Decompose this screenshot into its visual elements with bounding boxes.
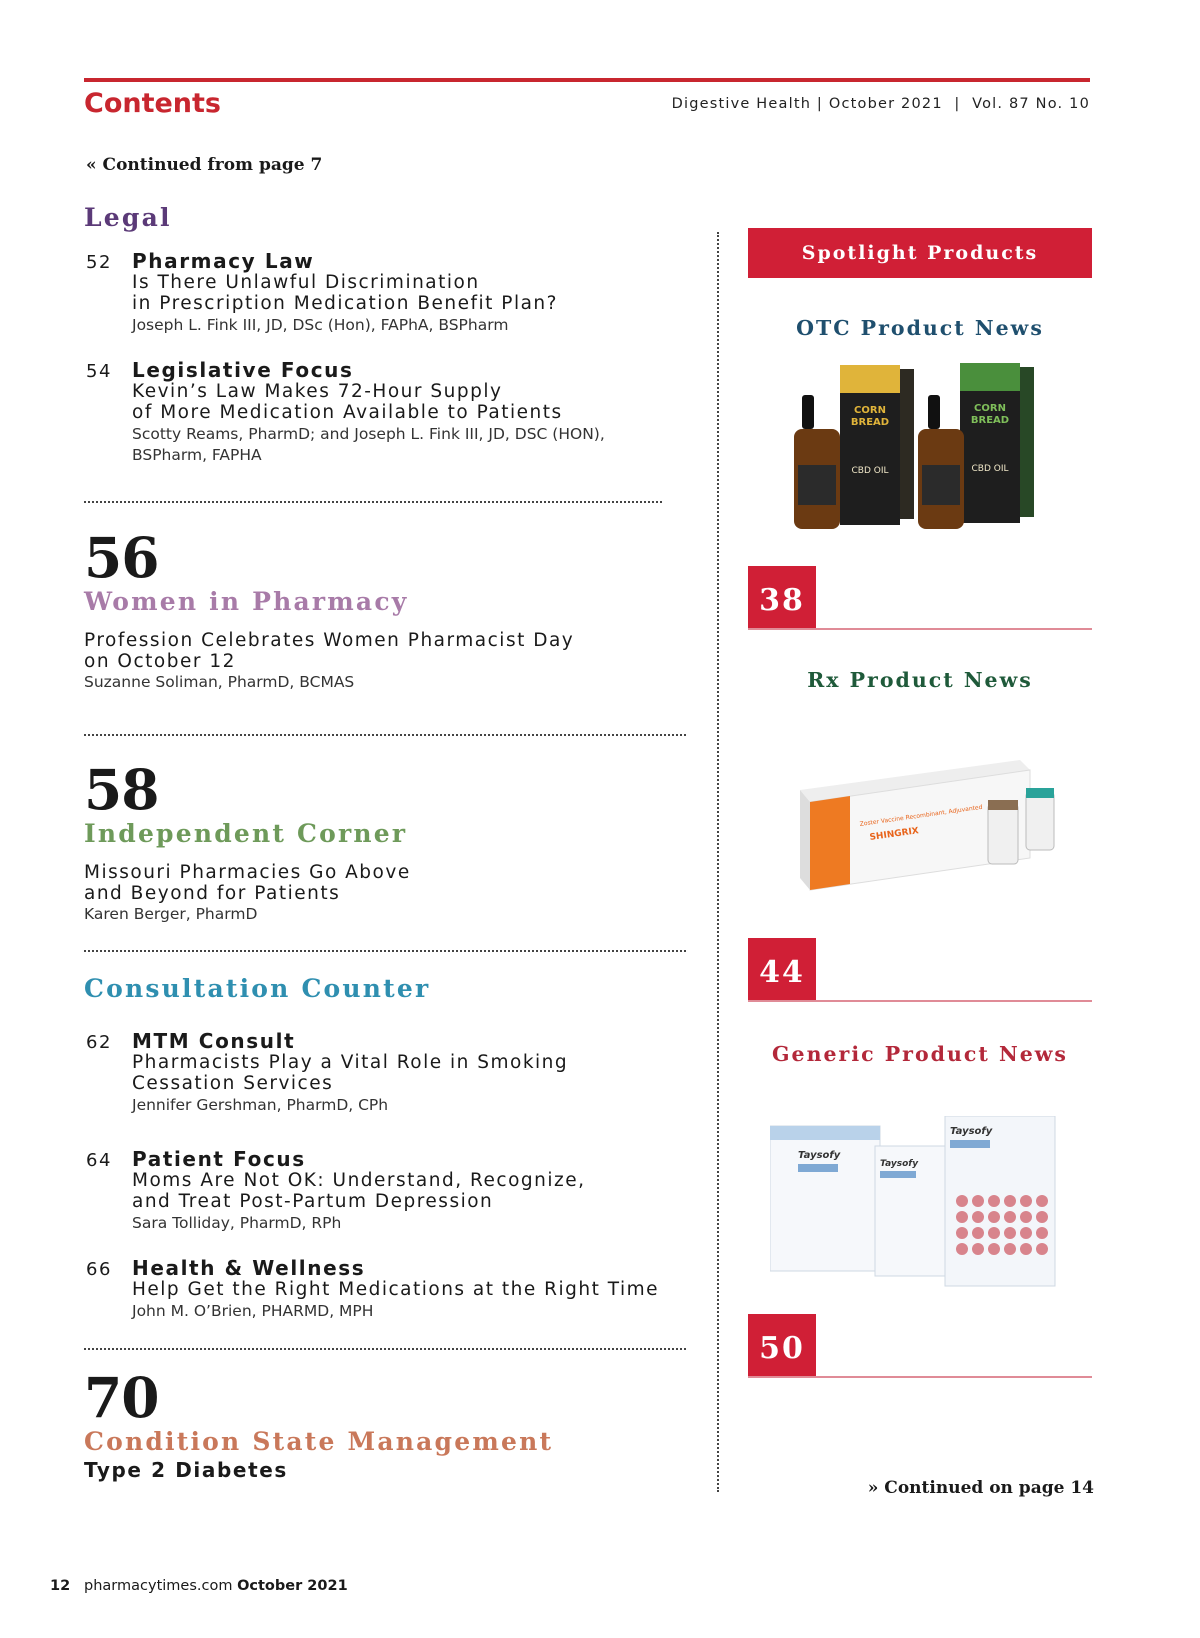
otc-box-brand: BREAD <box>850 417 890 428</box>
otc-box-brand: CORN <box>854 405 886 416</box>
entry-title-line: Help Get the Right Medications at the Right Time <box>132 1279 660 1300</box>
footer-page-number: 12 <box>50 1578 71 1594</box>
entry-page-number: 64 <box>86 1150 112 1171</box>
issue-info: Digestive Health | October 2021 | Vol. 87 No. 10 <box>671 96 1090 112</box>
feature-page-number: 58 <box>84 757 159 822</box>
entry-department: Pharmacy Law <box>132 249 315 273</box>
generic-box-brand: Taysofy <box>880 1159 919 1169</box>
dotted-divider <box>84 734 686 736</box>
feature-heading: Women in Pharmacy <box>84 587 409 616</box>
feature-condition-state-management[interactable] <box>84 1365 684 1482</box>
otc-page-badge[interactable]: 38 <box>748 566 816 630</box>
toc-entry[interactable] <box>86 359 605 466</box>
dotted-divider <box>84 501 662 503</box>
feature-title-line: Missouri Pharmacies Go Above <box>84 862 411 883</box>
continued-to-link[interactable]: » Continued on page 14 <box>867 1478 1094 1498</box>
toc-entry[interactable] <box>86 1148 585 1234</box>
otc-box-label: CBD OIL <box>971 464 1009 474</box>
dotted-divider <box>84 950 686 952</box>
entry-page-number: 66 <box>86 1259 112 1280</box>
feature-women-in-pharmacy[interactable] <box>84 525 684 693</box>
feature-authors: Karen Berger, PharmD <box>84 905 258 923</box>
entry-title-line: Pharmacists Play a Vital Role in Smoking <box>132 1052 569 1073</box>
rx-box-label: Zoster Vaccine Recombinant, Adjuvanted <box>859 803 983 828</box>
section-heading-consultation: Consultation Counter <box>84 974 431 1003</box>
footer-site[interactable]: pharmacytimes.com <box>84 1578 233 1594</box>
header-rule <box>84 78 1090 82</box>
entry-title-line: and Treat Post-Partum Depression <box>132 1191 494 1212</box>
entry-title-line: Cessation Services <box>132 1073 334 1094</box>
otc-box-brand: CORN <box>974 403 1006 414</box>
page-footer <box>50 1578 348 1594</box>
generic-heading[interactable]: Generic Product News <box>772 1042 1068 1066</box>
feature-authors: Suzanne Soliman, PharmD, BCMAS <box>84 673 355 691</box>
entry-department: Legislative Focus <box>132 358 354 382</box>
rx-heading[interactable]: Rx Product News <box>807 668 1033 692</box>
generic-page-badge[interactable]: 50 <box>748 1314 816 1378</box>
page-title: Contents <box>84 88 222 119</box>
entry-title-line: in Prescription Medication Benefit Plan? <box>132 293 558 314</box>
feature-independent-corner[interactable] <box>84 757 684 925</box>
feature-heading: Independent Corner <box>84 819 408 848</box>
toc-entry[interactable] <box>86 1030 568 1116</box>
otc-product-image <box>790 355 1070 555</box>
entry-title-line: Moms Are Not OK: Understand, Recognize, <box>132 1170 586 1191</box>
generic-rule <box>748 1376 1092 1378</box>
dotted-divider <box>84 1348 686 1350</box>
entry-department: Health & Wellness <box>132 1256 366 1280</box>
feature-title-line: Profession Celebrates Women Pharmacist Day <box>84 630 575 651</box>
feature-page-number: 56 <box>84 525 159 590</box>
rx-box-brand: SHINGRIX <box>869 826 920 843</box>
otc-box-label: CBD OIL <box>851 466 889 476</box>
column-divider <box>717 232 719 1492</box>
feature-page-number: 70 <box>84 1365 159 1430</box>
feature-heading: Condition State Management <box>84 1427 554 1456</box>
feature-subtitle: Type 2 Diabetes <box>84 1458 288 1482</box>
entry-authors: Jennifer Gershman, PharmD, CPh <box>132 1096 389 1114</box>
otc-heading[interactable]: OTC Product News <box>796 316 1044 340</box>
entry-authors: Joseph L. Fink III, JD, DSc (Hon), FAPhA, BSPharm <box>132 316 509 334</box>
rx-page-badge[interactable]: 44 <box>748 938 816 1002</box>
entry-title-line: Kevin’s Law Makes 72-Hour Supply <box>132 381 503 402</box>
entry-authors: John M. O’Brien, PHARMD, MPH <box>132 1302 374 1320</box>
generic-product-image <box>770 1116 1070 1296</box>
otc-box-brand: BREAD <box>970 415 1010 426</box>
spotlight-banner: Spotlight Products <box>748 228 1092 278</box>
entry-page-number: 62 <box>86 1032 112 1053</box>
entry-page-number: 54 <box>86 361 112 382</box>
generic-box-brand: Taysofy <box>950 1126 993 1137</box>
entry-title-line: Is There Unlawful Discrimination <box>132 272 480 293</box>
feature-title-line: and Beyond for Patients <box>84 883 341 904</box>
rx-rule <box>748 1000 1092 1002</box>
toc-entry[interactable] <box>86 1257 659 1322</box>
toc-entry[interactable] <box>86 250 558 336</box>
entry-title-line: of More Medication Available to Patients <box>132 402 563 423</box>
continued-from-link[interactable]: « Continued from page 7 <box>86 155 323 175</box>
entry-authors: Scotty Reams, PharmD; and Joseph L. Fink III, JD, DSC (HON), <box>132 425 605 443</box>
section-heading-legal: Legal <box>84 203 172 232</box>
entry-page-number: 52 <box>86 252 112 273</box>
rx-product-image <box>790 750 1080 910</box>
entry-authors: BSPharm, FAPHA <box>132 446 262 464</box>
feature-title-line: on October 12 <box>84 651 236 672</box>
entry-department: MTM Consult <box>132 1029 296 1053</box>
footer-date: October 2021 <box>237 1578 348 1594</box>
entry-authors: Sara Tolliday, PharmD, RPh <box>132 1214 342 1232</box>
otc-rule <box>748 628 1092 630</box>
generic-box-brand: Taysofy <box>798 1150 841 1161</box>
entry-department: Patient Focus <box>132 1147 306 1171</box>
